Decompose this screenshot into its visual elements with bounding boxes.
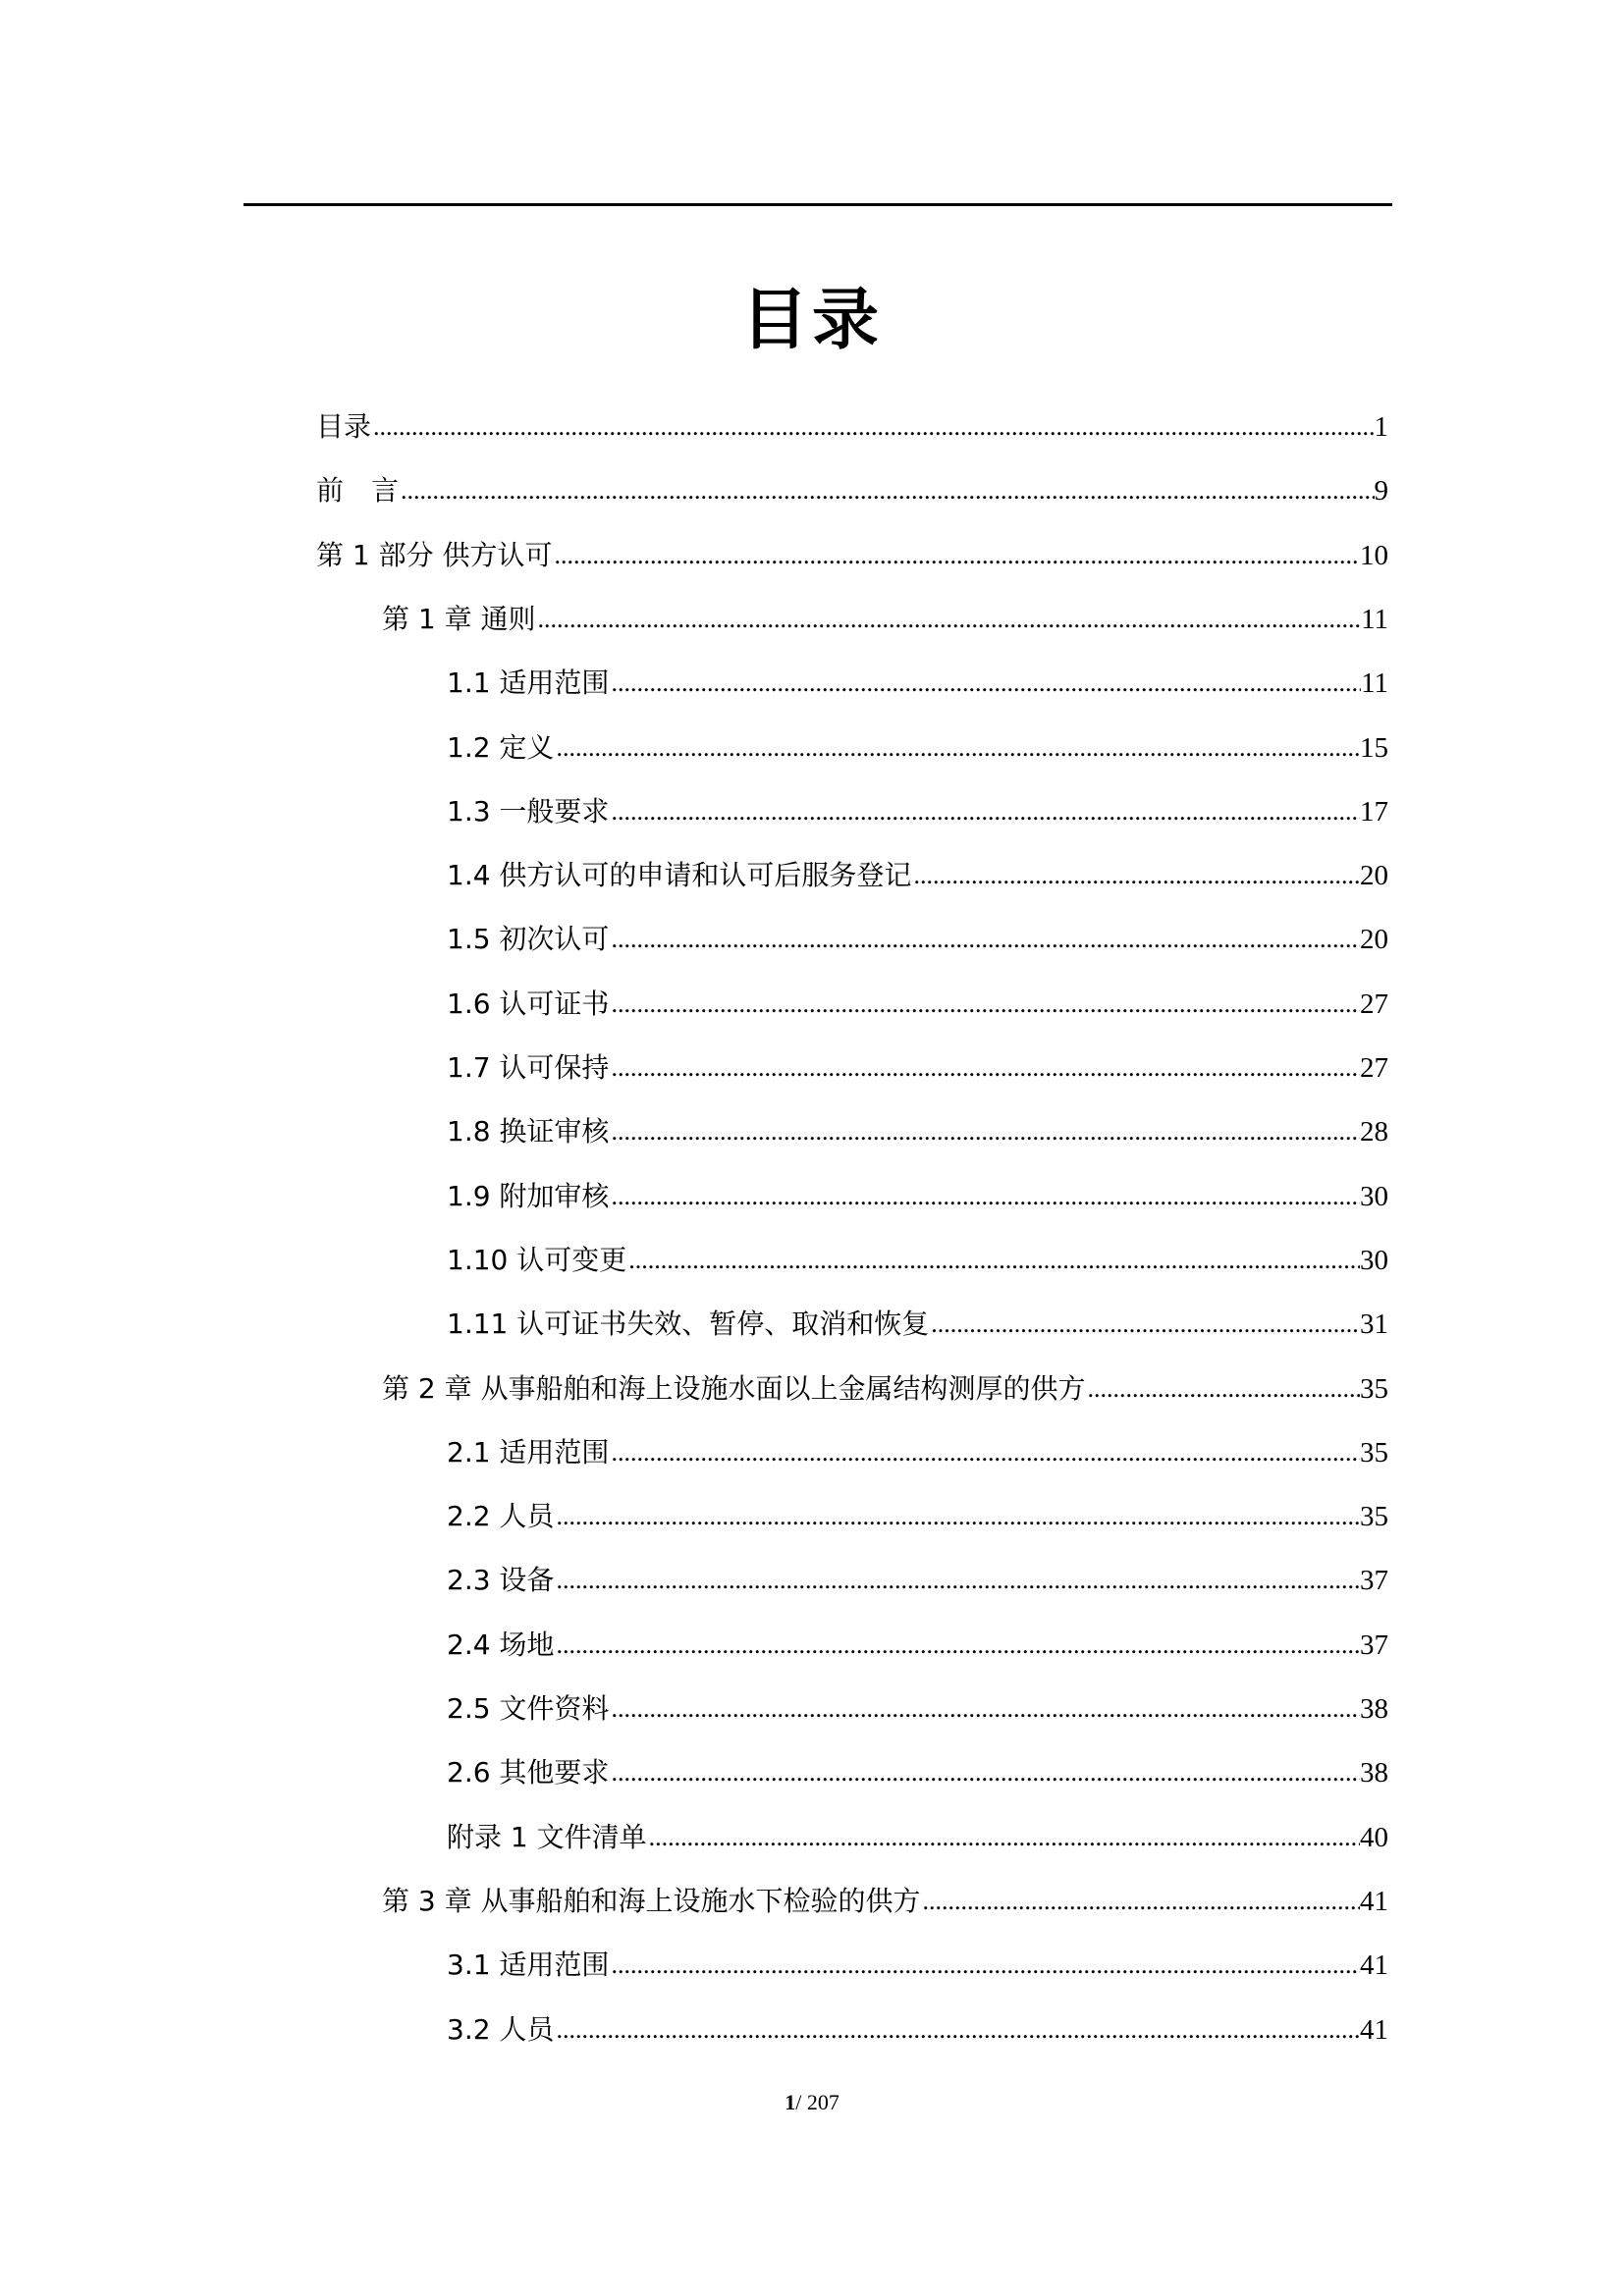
toc-entry-text: 1.8 换证审核 bbox=[447, 1115, 610, 1148]
toc-entry[interactable] bbox=[447, 1746, 1388, 1789]
toc-dot-leader bbox=[609, 1436, 1360, 1469]
toc-entry-text: 2.4 场地 bbox=[447, 1629, 555, 1661]
toc-dot-leader bbox=[1086, 1372, 1360, 1406]
toc-entry-text: 1.9 附加审核 bbox=[447, 1180, 610, 1212]
toc-entry-text: 前 言 bbox=[316, 474, 400, 507]
toc-entry-text: 目录 bbox=[316, 410, 372, 443]
toc-dot-leader bbox=[609, 923, 1360, 956]
toc-entry[interactable] bbox=[447, 849, 1388, 892]
toc-entry-text: 1.4 供方认可的申请和认可后服务登记 bbox=[447, 859, 912, 891]
toc-page-number: 9 bbox=[1374, 475, 1388, 507]
toc-entry-text: 1.2 定义 bbox=[447, 731, 555, 764]
toc-dot-leader bbox=[609, 795, 1360, 828]
toc-dot-leader bbox=[609, 1756, 1360, 1789]
toc-page-number: 20 bbox=[1360, 924, 1388, 955]
toc-page-number: 35 bbox=[1360, 1437, 1388, 1468]
toc-entry[interactable] bbox=[447, 785, 1388, 828]
toc-page-number: 41 bbox=[1360, 1886, 1388, 1917]
toc-page-number: 1 bbox=[1374, 411, 1388, 443]
toc-dot-leader bbox=[609, 1692, 1360, 1726]
toc-entry[interactable] bbox=[447, 1490, 1388, 1533]
toc-dot-leader bbox=[626, 1244, 1360, 1277]
toc-entry[interactable] bbox=[447, 721, 1388, 765]
toc-page-number: 41 bbox=[1360, 1949, 1388, 1981]
toc-entry[interactable] bbox=[447, 2003, 1388, 2047]
footer-current-page: 1 bbox=[785, 2090, 796, 2114]
toc-dot-leader bbox=[921, 1885, 1360, 1918]
toc-page-number: 35 bbox=[1360, 1373, 1388, 1405]
toc-entry-text: 2.5 文件资料 bbox=[447, 1692, 610, 1725]
toc-dot-leader bbox=[554, 1564, 1360, 1597]
toc-entry[interactable] bbox=[447, 657, 1388, 700]
toc-entry[interactable] bbox=[447, 1554, 1388, 1597]
toc-entry[interactable] bbox=[447, 1234, 1388, 1277]
toc-page-number: 10 bbox=[1360, 540, 1388, 571]
toc-entry-text: 第 2 章 从事船舶和海上设施水面以上金属结构测厚的供方 bbox=[382, 1372, 1086, 1405]
footer-total-pages: 207 bbox=[801, 2090, 839, 2114]
toc-dot-leader bbox=[554, 1500, 1360, 1533]
toc-entry[interactable] bbox=[316, 464, 1388, 507]
toc-page-number: 20 bbox=[1360, 860, 1388, 891]
toc-page-number: 30 bbox=[1360, 1245, 1388, 1276]
toc-entry-text: 第 3 章 从事船舶和海上设施水下检验的供方 bbox=[382, 1885, 921, 1917]
toc-entry-text: 1.3 一般要求 bbox=[447, 795, 610, 828]
toc-entry[interactable] bbox=[316, 529, 1388, 572]
toc-page-number: 41 bbox=[1360, 2014, 1388, 2046]
toc-entry[interactable] bbox=[447, 1105, 1388, 1148]
toc-entry[interactable] bbox=[447, 1811, 1388, 1854]
toc-entry-text: 2.2 人员 bbox=[447, 1500, 555, 1532]
toc-page-number: 28 bbox=[1360, 1116, 1388, 1148]
toc-entry-text: 3.2 人员 bbox=[447, 2013, 555, 2046]
toc-entry-text: 1.7 认可保持 bbox=[447, 1051, 610, 1084]
toc-entry-text: 1.10 认可变更 bbox=[447, 1244, 627, 1276]
toc-entry[interactable] bbox=[447, 1682, 1388, 1726]
toc-entry[interactable] bbox=[447, 1298, 1388, 1341]
footer-separator: / bbox=[795, 2090, 802, 2114]
toc-entry[interactable] bbox=[447, 1426, 1388, 1469]
toc-entry[interactable] bbox=[316, 400, 1388, 444]
toc-page-number: 37 bbox=[1360, 1565, 1388, 1596]
toc-page-number: 40 bbox=[1360, 1822, 1388, 1853]
toc-dot-leader bbox=[911, 859, 1360, 892]
toc-dot-leader bbox=[399, 474, 1374, 507]
toc-dot-leader bbox=[609, 1949, 1360, 1982]
toc-entry[interactable] bbox=[447, 1619, 1388, 1662]
toc-page-number: 38 bbox=[1360, 1757, 1388, 1789]
toc-page-number: 31 bbox=[1360, 1308, 1388, 1340]
toc-dot-leader bbox=[609, 988, 1360, 1021]
toc-entry-text: 1.6 认可证书 bbox=[447, 988, 610, 1020]
toc-page-number: 35 bbox=[1360, 1501, 1388, 1532]
toc-entry[interactable] bbox=[447, 1939, 1388, 1982]
toc-page-number: 17 bbox=[1360, 796, 1388, 828]
toc-entry[interactable] bbox=[382, 593, 1388, 636]
toc-dot-leader bbox=[553, 539, 1360, 572]
toc-page-number: 27 bbox=[1360, 988, 1388, 1020]
toc-dot-leader bbox=[554, 2013, 1360, 2047]
toc-page-number: 38 bbox=[1360, 1693, 1388, 1725]
toc-dot-leader bbox=[929, 1308, 1360, 1341]
page-footer bbox=[0, 2089, 1624, 2116]
header-rule bbox=[244, 203, 1392, 206]
toc-page-number: 37 bbox=[1360, 1629, 1388, 1661]
toc-dot-leader bbox=[609, 667, 1361, 700]
toc-entry[interactable] bbox=[447, 1170, 1388, 1213]
toc-entry[interactable] bbox=[447, 1041, 1388, 1085]
toc-dot-leader bbox=[554, 731, 1360, 765]
toc-dot-leader bbox=[371, 410, 1374, 444]
toc-entry[interactable] bbox=[447, 978, 1388, 1021]
toc-entry-text: 第 1 部分 供方认可 bbox=[316, 539, 553, 571]
toc-dot-leader bbox=[609, 1051, 1360, 1085]
toc-entry-text: 2.6 其他要求 bbox=[447, 1756, 610, 1789]
toc-page-number: 15 bbox=[1360, 732, 1388, 764]
page-title: 目录 bbox=[740, 282, 883, 359]
toc-dot-leader bbox=[647, 1821, 1360, 1854]
toc-page-number: 11 bbox=[1361, 604, 1388, 635]
toc-entry-text: 2.3 设备 bbox=[447, 1564, 555, 1596]
toc-entry-text: 3.1 适用范围 bbox=[447, 1949, 610, 1981]
toc-entry-text: 附录 1 文件清单 bbox=[447, 1821, 647, 1853]
toc-page-number: 27 bbox=[1360, 1052, 1388, 1084]
toc-entry[interactable] bbox=[447, 913, 1388, 956]
toc-dot-leader bbox=[609, 1115, 1360, 1148]
toc-entry-text: 第 1 章 通则 bbox=[382, 603, 536, 635]
toc-page-number: 30 bbox=[1360, 1181, 1388, 1212]
toc-dot-leader bbox=[554, 1629, 1360, 1662]
toc-entry[interactable] bbox=[382, 1875, 1388, 1918]
toc-entry-text: 1.1 适用范围 bbox=[447, 667, 610, 699]
toc-entry-text: 1.11 认可证书失效、暂停、取消和恢复 bbox=[447, 1308, 930, 1340]
toc-entry-text: 1.5 初次认可 bbox=[447, 923, 610, 955]
toc-entry[interactable] bbox=[382, 1362, 1388, 1406]
toc-page-number: 11 bbox=[1361, 667, 1388, 699]
toc-dot-leader bbox=[609, 1180, 1360, 1213]
toc-dot-leader bbox=[536, 603, 1362, 636]
toc-entry-text: 2.1 适用范围 bbox=[447, 1436, 610, 1468]
